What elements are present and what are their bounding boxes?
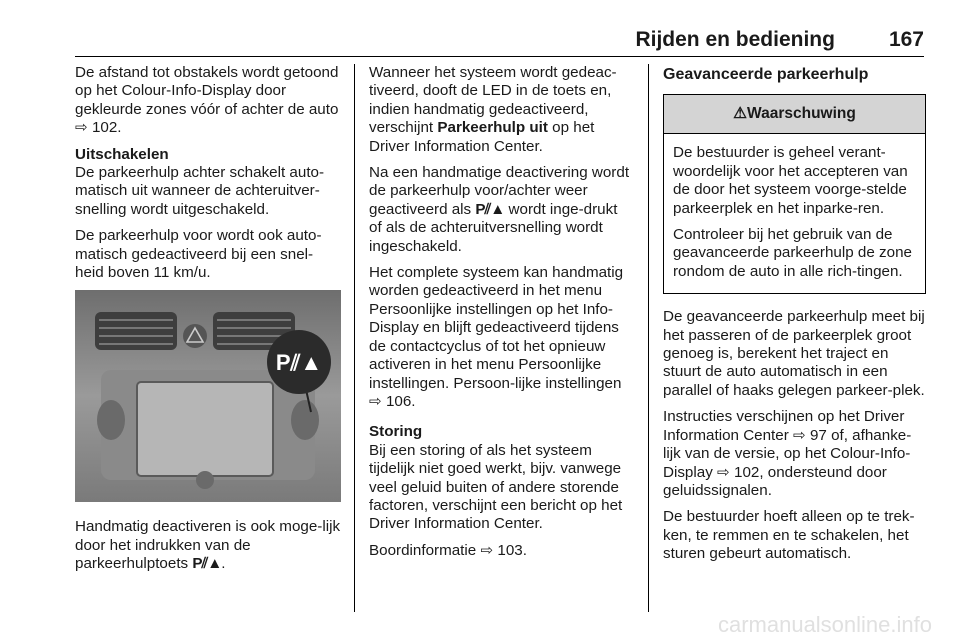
paragraph: De geavanceerde parkeerhulp meet bij het passeren of de parkeerplek groot genoeg is, berekent het traject en stuurt de auto automatisch in een parallel of haaks gelegen parkeer-plek.	[663, 308, 925, 399]
paragraph: De afstand tot obstakels wordt getoond op het Colour-Info-Display door gekleurde zones vóór of achter de auto ⇨ 102.	[75, 64, 339, 137]
section-title: Rijden en bediening	[635, 28, 835, 51]
paragraph: Na een handmatige deactivering wordt de parkeerhulp voor/achter weer geactiveerd als P⫽▲ wordt inge-drukt of als de achteruitversnelling wordt ingeschakeld.	[369, 164, 630, 255]
page-number: 167	[888, 28, 924, 51]
warning-body	[664, 134, 925, 293]
page-header	[75, 28, 924, 52]
paragraph: Handmatig deactiveren is ook moge-lijk door het indrukken van de parkeerhulptoets P⫽▲.	[75, 518, 341, 573]
reference-arrow-icon: ⇨	[480, 541, 494, 559]
watermark: carmanualsonline.info	[717, 612, 932, 637]
park-assist-icon: P⫽▲	[275, 350, 323, 376]
warning-icon: ⚠	[733, 105, 748, 123]
reference-arrow-icon: ⇨	[793, 426, 806, 444]
reference-arrow-icon: ⇨	[369, 392, 382, 410]
paragraph: Boordinformatie ⇨ 103.	[369, 541, 527, 559]
park-assist-icon: P⫽▲	[192, 555, 222, 573]
paragraph: Instructies verschijnen op het Driver Information Center ⇨ 97 of, afhanke-lijk van de versie, op het Colour-Info-Display ⇨ 102, ondersteund door geluidssignalen.	[663, 408, 912, 499]
paragraph: Wanneer het systeem wordt gedeac-tiveerd, dooft de LED in de toets en, indien handmatig gedeactiveerd, verschijnt Parkeerhulp uit op het Driver Information Center.	[369, 64, 617, 155]
parkeerhulp-uit-label: Parkeerhulp uit	[437, 119, 548, 137]
column-divider-2	[648, 64, 649, 612]
paragraph: Het complete systeem kan handmatig worden gedeactiveerd in het menu Persoonlijke instellingen op het Info-Display en blijft gedeactiveerd tijdens de contactcyclus of tot het opnieuw activeren in het menu Persoonlijke instellingen. Persoon-lijke instellingen ⇨ 106.	[369, 264, 624, 410]
paragraph: De bestuurder hoeft alleen op te trek-ken, te remmen en te schakelen, het sturen gebeurt automatisch.	[663, 508, 915, 563]
warning-title: Waarschuwing	[747, 105, 856, 123]
reference-arrow-icon: ⇨	[717, 463, 730, 481]
reference-arrow-icon: ⇨	[75, 119, 88, 137]
heading-uitschakelen: Uitschakelen	[75, 145, 169, 163]
section-heading: Geavanceerde parkeerhulp	[663, 66, 869, 83]
column-1	[75, 64, 341, 582]
paragraph: De parkeerhulp achter schakelt auto-matisch uit wanneer de achteruitver-snelling wordt uitgeschakeld.	[75, 164, 325, 218]
paragraph: Bij een storing of als het systeem tijdelijk niet goed werkt, bijv. vanwege veel geluid buiten of andere storende factoren, verschijnt een bericht op het Driver Information Center.	[369, 441, 623, 533]
warning-header	[664, 95, 925, 134]
column-divider-1	[354, 64, 355, 612]
paragraph: Controleer bij het gebruik van de geavanceerde parkeerhulp de zone rondom de auto in alle rich-tingen.	[673, 226, 912, 280]
paragraph: De parkeerhulp voor wordt ook auto-matisch gedeactiveerd bij een snel-heid boven 11 km/u.	[75, 227, 322, 282]
paragraph: De bestuurder is geheel verant-woordelijk voor het accepteren van de door het systeem voorge-stelde parkeerplek en het inparke-ren.	[673, 144, 908, 217]
header-rule	[75, 56, 924, 57]
dashboard-photo	[75, 290, 341, 502]
column-2	[369, 64, 633, 568]
heading-storing: Storing	[369, 423, 423, 441]
column-3	[663, 64, 926, 572]
warning-box	[663, 94, 926, 294]
park-assist-icon: P⫽▲	[475, 200, 505, 218]
